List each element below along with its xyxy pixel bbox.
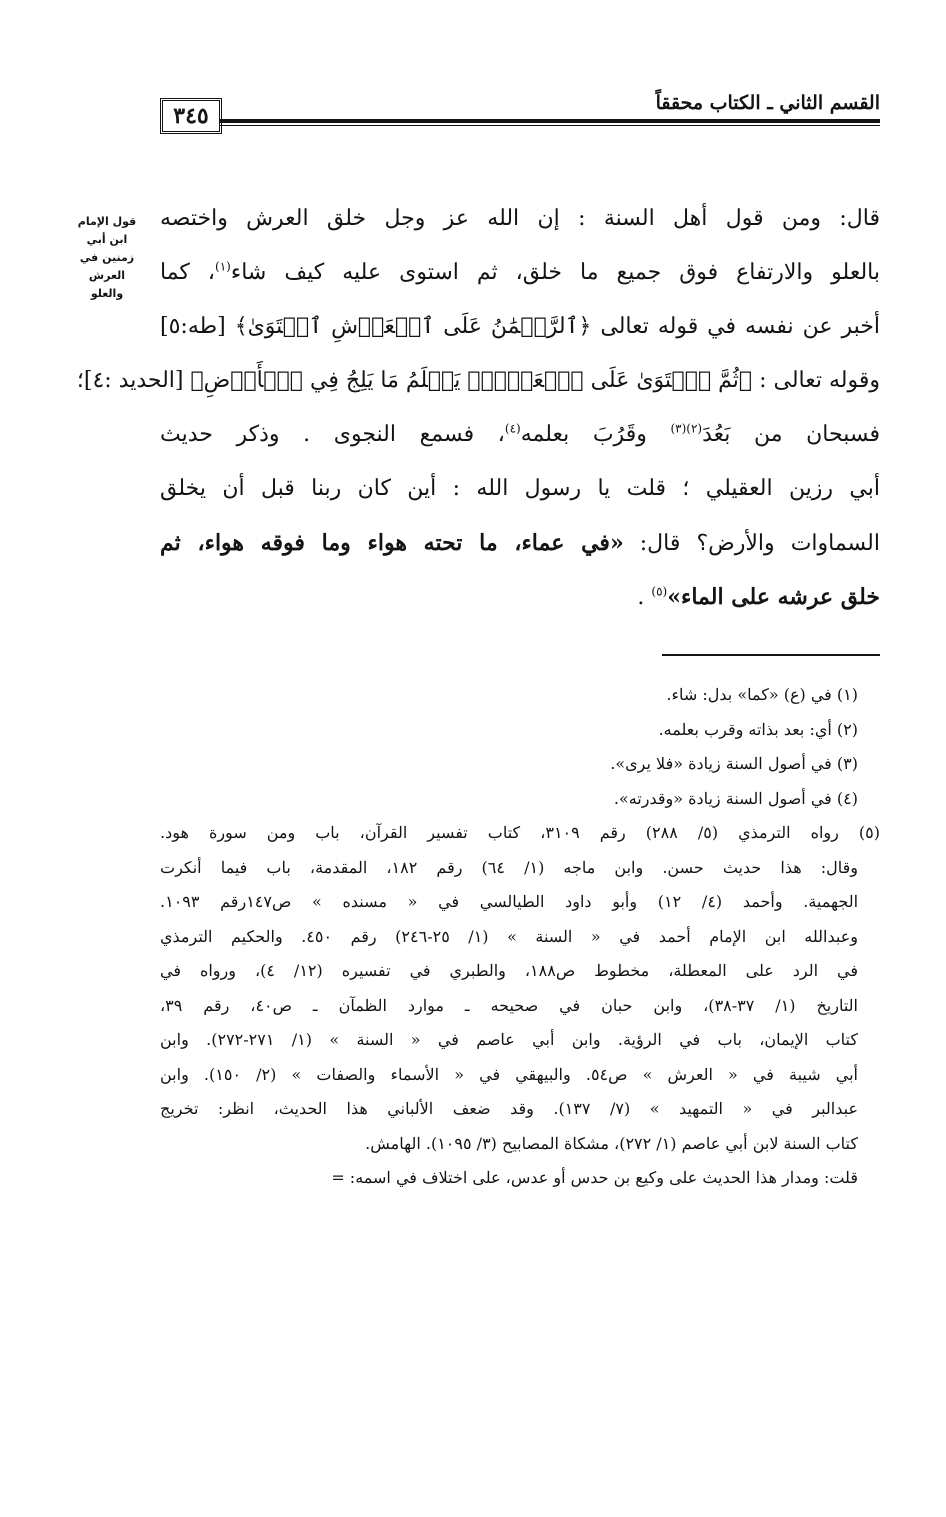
footnote-5-line: كتاب السنة لابن أبي عاصم (١/ ٢٧٢)، مشكاة المصابيح (٣/ ١٠٩٥). الهامش. [365, 1133, 858, 1153]
margin-note [74, 213, 140, 303]
main-text-line: وقوله تعالى : ﴿ثُمَّ ٱسۡتَوَىٰ عَلَى ٱلۡعَرۡشِۖ يَعۡلَمُ مَا يَلِجُ فِي ٱلۡأَرۡضِ﴾ [الحديد :٤]؛ [76, 368, 880, 393]
margin-note-line: ابن أبي [86, 233, 128, 246]
text-run: ، فسمع النجوى . وذكر حديث [160, 422, 505, 447]
margin-note-line: زمنين في [79, 251, 135, 264]
main-text-line: قال: ومن قول أهل السنة : إن الله عز وجل خلق العرش واختصه [160, 206, 880, 231]
footnote-ref: (٢)(٣) [670, 421, 703, 436]
footnote-5-line: أبي شيبة في « العرش » ص٥٤. والبيهقي في « الأسماء والصفات » (٢/ ١٥٠). وابن [160, 1064, 859, 1084]
footnote-5-line: (٥) رواه الترمذي (٥/ ٢٨٨) رقم ٣١٠٩، كتاب تفسير القرآن، باب ومن سورة هود. [160, 823, 880, 842]
footnote-2: (٢) أي: بعد بذاته وقرب بعلمه. [658, 719, 858, 739]
footnote-ref: (٥) [651, 584, 668, 599]
main-text-line: أخبر عن نفسه في قوله تعالى ﴿ٱلرَّحۡمَٰنُ عَلَى ٱلۡعَرۡشِ ٱسۡتَوَىٰ﴾ [طه:٥] [160, 314, 880, 339]
running-header [160, 92, 880, 129]
page-number: ٣٤٥ [160, 98, 222, 134]
footnote-5-line: كتاب الإيمان، باب في الرؤية. وابن أبي عاصم في « السنة » (١/ ٢٧١-٢٧٢). وابن [160, 1030, 858, 1049]
footnote-5-line: الجهمية. وأحمد (٤/ ١٢) وأبو داود الطيالسي في « مسنده » ص١٤٧رقم ١٠٩٣. [160, 892, 859, 911]
text-run: ، كما [160, 260, 216, 285]
footnote-comment: قلت: ومدار هذا الحديث على وكيع بن حدس أو عدس، على اختلاف في اسمه: = [331, 1168, 858, 1187]
footnote-separator [662, 654, 880, 656]
margin-note-line: العرش [88, 269, 126, 282]
main-text-line [160, 408, 880, 462]
footnote-ref: (١) [215, 259, 231, 274]
text-run: السماوات والأرض؟ قال: [623, 531, 880, 556]
hadith-text: خلق عرشه على الماء» [667, 584, 880, 610]
main-text-line [160, 570, 880, 624]
text-run: فسبحان من بَعُدَ [702, 422, 880, 447]
footnote-5-line: وعبدالله ابن الإمام أحمد في « السنة » (١/ ٢٥-٢٤٦) رقم ٤٥٠. والحكيم الترمذي [160, 926, 858, 946]
main-text-line [160, 516, 880, 570]
footnote-5-line: وقال: هذا حديث حسن. وابن ماجه (١/ ٦٤) رقم ١٨٢، المقدمة، باب فيما أنكرت [160, 857, 859, 877]
footnote-5-line: التاريخ (١/ ٣٧-٣٨)، وابن حبان في صحيحه ـ موارد الظمآن ـ ص٤٠، رقم ٣٩، [160, 995, 859, 1015]
footnote-ref: (٤) [504, 421, 521, 436]
text-run: بالعلو والارتفاع فوق جميع ما خلق، ثم استوى عليه كيف شاء [230, 260, 880, 285]
header-rule-thin [220, 125, 880, 126]
footnote-5-line: في الرد على المعطلة، مخطوط ص١٨٨، والطبري في تفسيره (١٢/ ٤)، ورواه في [160, 961, 859, 980]
footnote-4: (٤) في أصول السنة زيادة «وقدرته». [613, 788, 858, 808]
text-run: وقَرُبَ بعلمه [520, 422, 671, 447]
main-text-line [160, 246, 880, 300]
hadith-text: «في عماء، ما تحته هواء وما فوقه هواء، ثم [160, 530, 624, 556]
footnote-5-line: عبدالبر في « التمهيد » (٧/ ١٣٧). وقد ضعف الألباني هذا الحديث، انظر: تخريج [160, 1099, 858, 1118]
footnote-1: (١) في (ع) «كما» بدل: شاء. [666, 685, 858, 704]
header-rule [220, 119, 880, 123]
margin-note-line: قول الإمام [77, 215, 137, 228]
main-text-line: أبي رزين العقيلي ؛ قلت يا رسول الله : أين كان ربنا قبل أن يخلق [160, 476, 880, 501]
footnote-3: (٣) في أصول السنة زيادة «فلا يرى». [610, 754, 858, 773]
running-title: القسم الثاني ـ الكتاب محققاً [655, 92, 880, 114]
text-run: . [637, 585, 652, 610]
margin-note-line: والعلو [90, 287, 124, 300]
footnotes [160, 678, 880, 1196]
